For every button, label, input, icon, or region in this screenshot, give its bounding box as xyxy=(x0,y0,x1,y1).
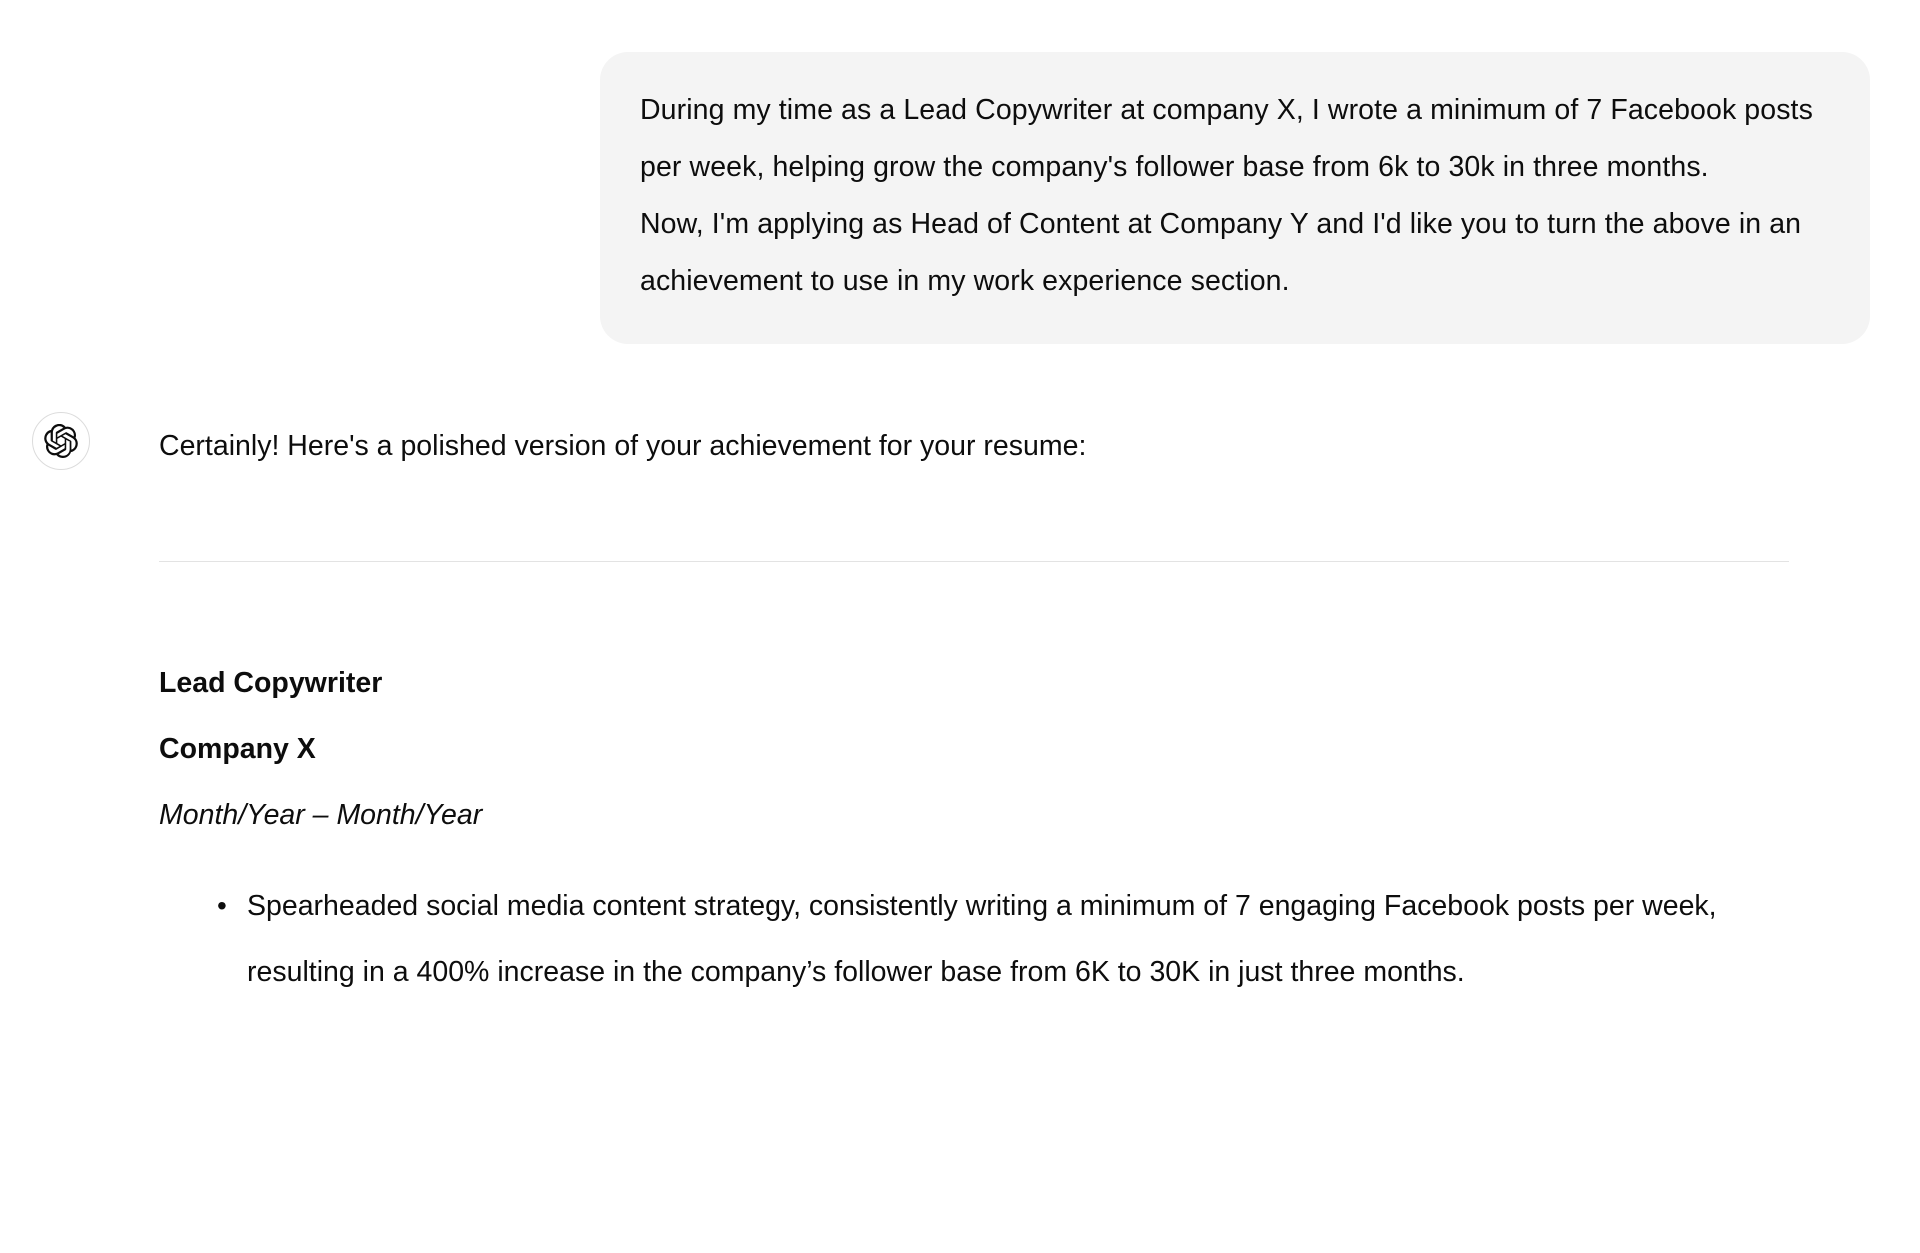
resume-entry xyxy=(159,650,1829,1005)
resume-job-title: Lead Copywriter xyxy=(159,667,383,699)
openai-logo-icon xyxy=(32,412,90,470)
assistant-message-body xyxy=(159,406,1829,1005)
list-item: • Spearheaded social media content strategy, consistently writing a minimum of 7 engaging Facebook posts per week, resulting in a 400% increase in the company’s follower base from 6K to 30K in just three months. xyxy=(217,873,1829,1005)
user-message-bubble xyxy=(600,52,1870,344)
resume-company: Company X xyxy=(159,733,316,765)
assistant-intro-text: Certainly! Here's a polished version of your achievement for your resume: xyxy=(159,430,1087,462)
section-divider xyxy=(159,561,1789,562)
resume-bullet-list xyxy=(159,873,1829,1005)
user-message-paragraph-1: During my time as a Lead Copywriter at company X, I wrote a minimum of 7 Facebook posts per week, helping grow the company's follower base from 6k to 30k in three months. xyxy=(640,94,1813,183)
user-message-paragraph-2: Now, I'm applying as Head of Content at Company Y and I'd like you to turn the above in an achievement to use in my work experience section. xyxy=(640,208,1802,297)
assistant-message-row xyxy=(0,344,1920,1005)
resume-dates: Month/Year – Month/Year xyxy=(159,799,483,831)
user-message-row xyxy=(0,0,1920,344)
